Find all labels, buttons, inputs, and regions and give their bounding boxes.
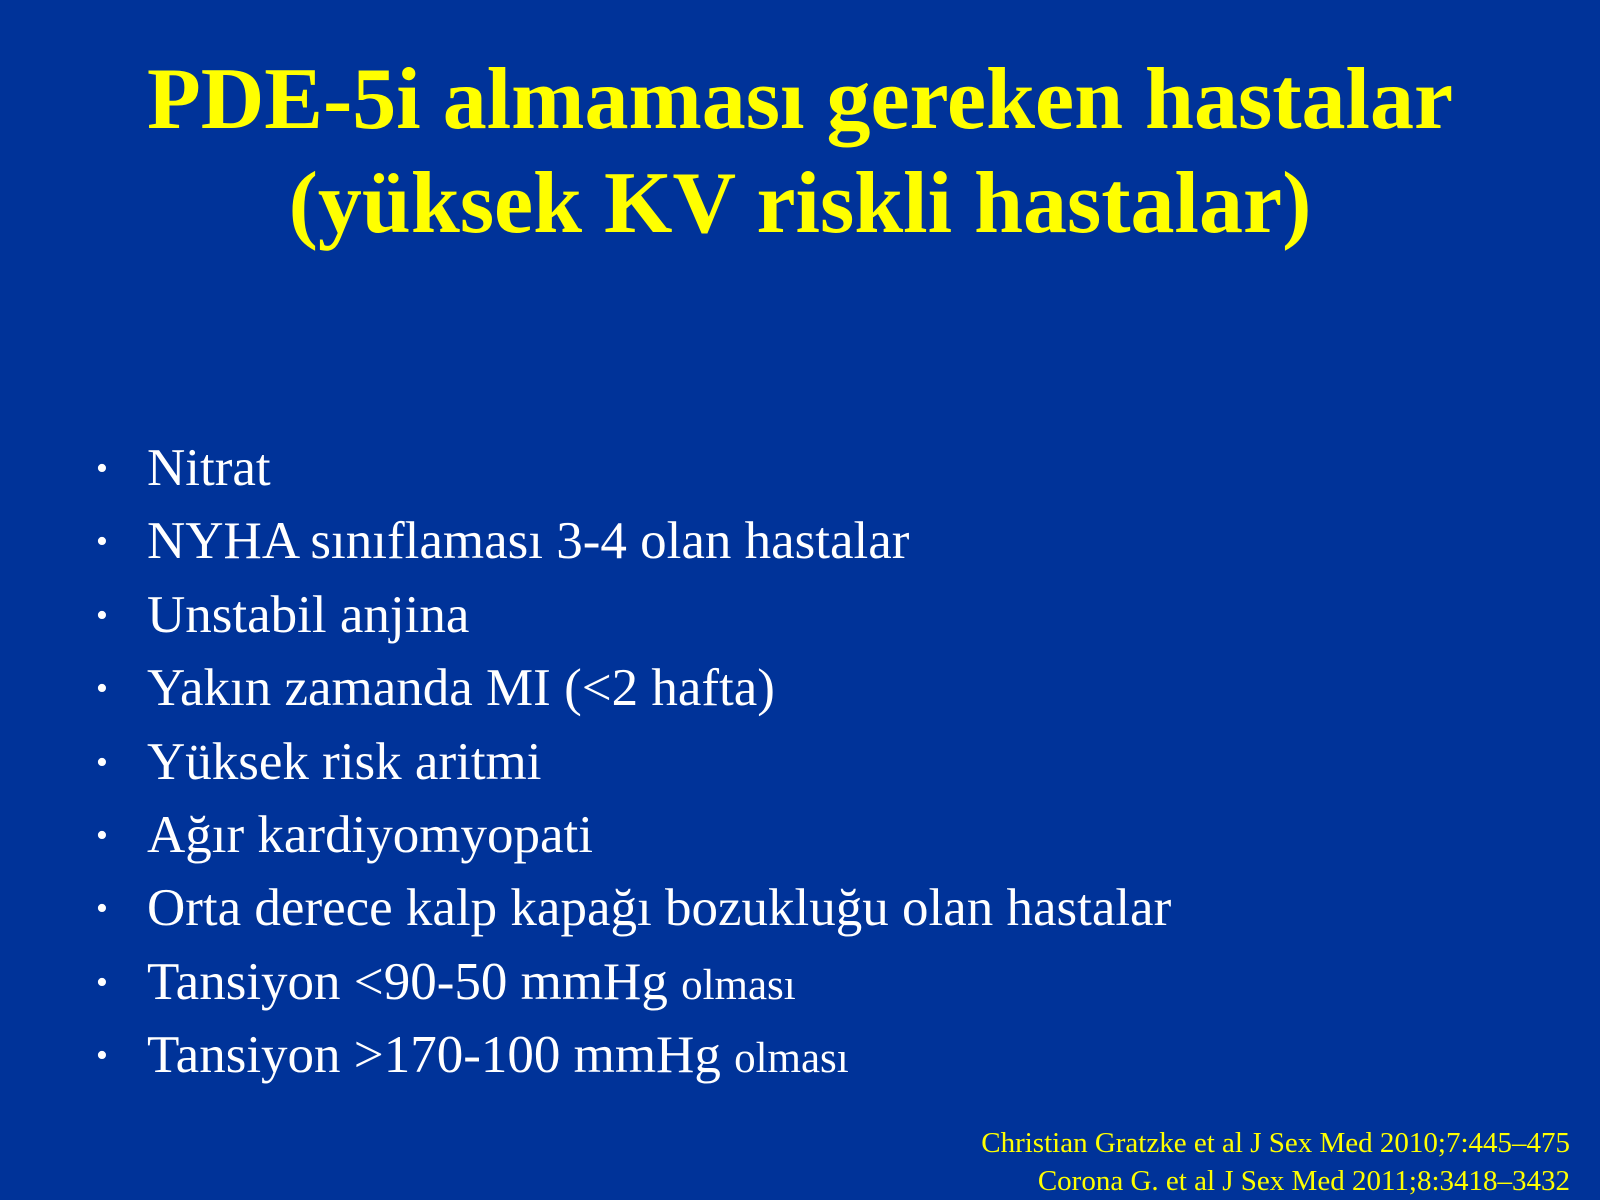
bullet-list — [92, 432, 1171, 1093]
bullet-item-nyha — [92, 505, 1171, 578]
bullet-item-nitrat — [92, 432, 1171, 505]
bullet-suffix: olması — [681, 961, 796, 1009]
bullet-item-tansiyon-high — [92, 1019, 1171, 1092]
bullet-dot-icon: • — [96, 1037, 108, 1075]
title-line-2: (yüksek KV riskli hastalar) — [288, 155, 1312, 252]
bullet-dot-icon: • — [96, 963, 108, 1001]
bullet-text: Tansiyon >170-100 mmHg — [147, 1026, 735, 1085]
bullet-text: Nitrat — [147, 439, 271, 497]
bullet-dot-icon: • — [96, 450, 108, 487]
bullet-text: Orta derece kalp kapağı bozukluğu olan hastalar — [147, 879, 1172, 938]
bullet-dot-icon: • — [96, 523, 108, 561]
bullet-text: Tansiyon <90-50 mmHg — [147, 952, 682, 1011]
bullet-text: Unstabil anjina — [147, 585, 470, 644]
reference-2: Corona G. et al J Sex Med 2011;8:3418–3432 — [1037, 1165, 1570, 1197]
bullet-text: Ağır kardiyomyopati — [147, 805, 593, 864]
bullet-dot-icon: • — [96, 743, 108, 781]
title-line-1: PDE-5i almaması gereken hastalar — [146, 51, 1454, 148]
references — [981, 1124, 1570, 1200]
bullet-dot-icon: • — [96, 890, 108, 928]
bullet-item-kardiyomyopati — [92, 799, 1171, 872]
bullet-dot-icon: • — [96, 816, 108, 854]
bullet-item-tansiyon-low — [92, 946, 1171, 1019]
bullet-dot-icon: • — [96, 596, 108, 634]
bullet-text: Yakın zamanda MI (<2 hafta) — [147, 659, 775, 718]
bullet-dot-icon: • — [96, 670, 108, 708]
bullet-suffix: olması — [734, 1035, 849, 1083]
bullet-text: Yüksek risk aritmi — [147, 732, 542, 791]
slide-title — [0, 48, 1600, 256]
bullet-item-recent-mi — [92, 652, 1171, 725]
bullet-text: NYHA sınıflaması 3-4 olan hastalar — [147, 512, 910, 571]
bullet-item-kapak — [92, 872, 1171, 945]
bullet-item-aritmi — [92, 726, 1171, 799]
reference-1: Christian Gratzke et al J Sex Med 2010;7:445–475 — [981, 1127, 1570, 1159]
bullet-item-unstabil-anjina — [92, 579, 1171, 652]
